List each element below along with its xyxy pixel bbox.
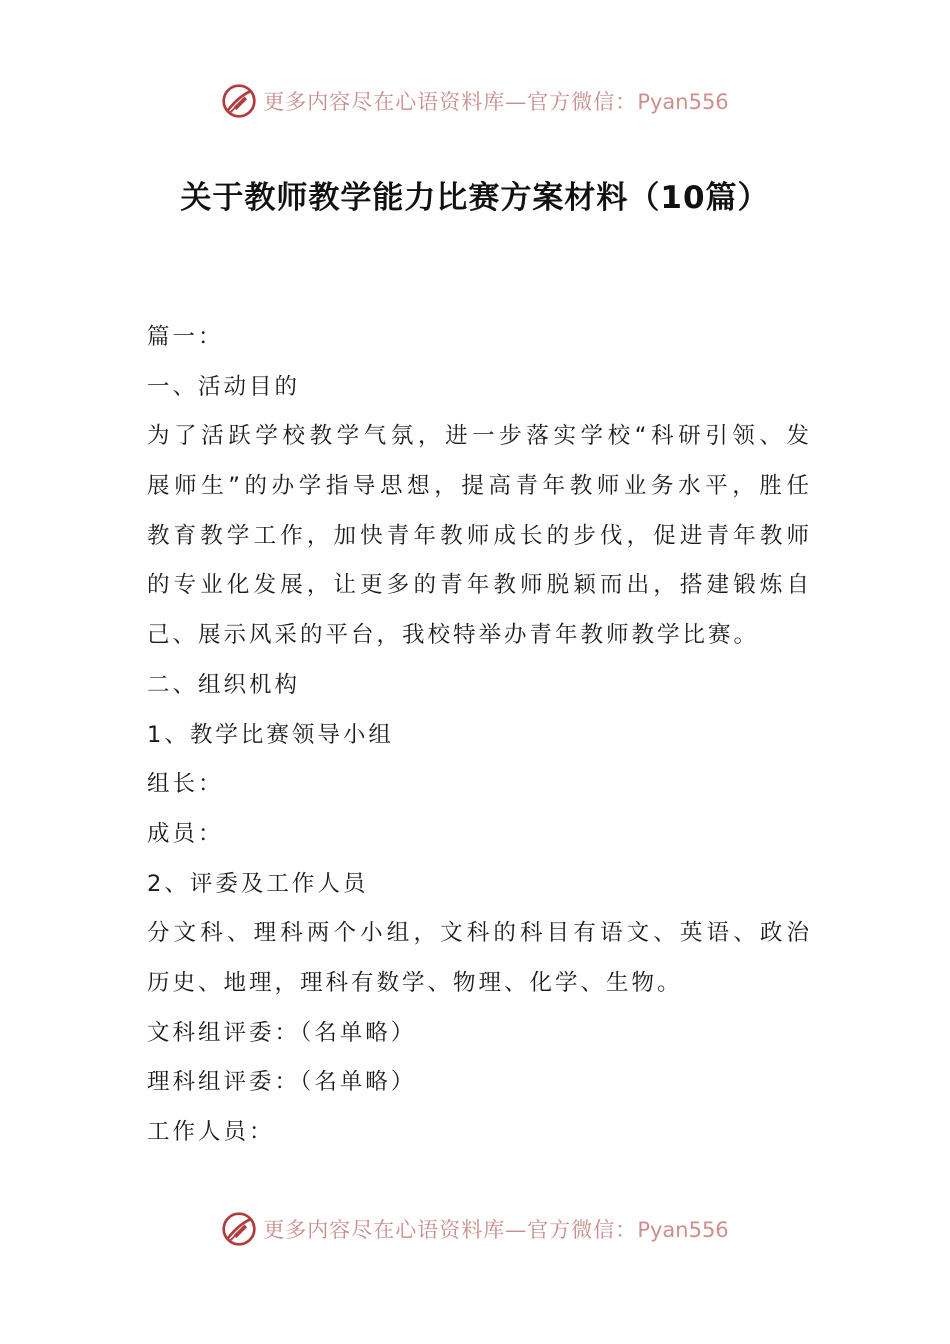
watermark-text: 更多内容尽在心语资料库—官方微信：Pyan556	[263, 90, 729, 114]
pen-logo-icon	[221, 1211, 257, 1247]
text-line: 1、教学比赛领导小组	[147, 721, 394, 748]
document-title: 关于教师教学能力比赛方案材料（10篇）	[180, 180, 770, 216]
text-line: 展师生”的办学指导思想，提高青年教师业务水平，胜任	[147, 473, 809, 500]
watermark-wechat-id: Pyan556	[637, 90, 729, 114]
text-line: 理科组评委：（名单略）	[147, 1069, 417, 1096]
text-line: 文科组评委：（名单略）	[147, 1019, 417, 1046]
text-line: 二、组织机构	[147, 671, 301, 698]
watermark-wechat-id: Pyan556	[637, 1218, 729, 1242]
text-line: 组长：	[147, 771, 224, 798]
text-line: 分文科、理科两个小组，文科的科目有语文、英语、政治	[147, 920, 809, 947]
text-line: 己、展示风采的平台，我校特举办青年教师教学比赛。	[147, 622, 760, 649]
text-line: 历史、地理，理科有数学、物理、化学、生物。	[147, 969, 683, 996]
text-line: 一、活动目的	[147, 373, 301, 400]
header-watermark	[0, 83, 950, 119]
text-line: 为了活跃学校教学气氛，进一步落实学校“科研引领、发	[147, 423, 809, 450]
pen-logo-icon	[221, 83, 257, 119]
document-body	[147, 313, 809, 1158]
text-line: 2、评委及工作人员	[147, 870, 369, 897]
text-line: 成员：	[147, 820, 224, 847]
text-line: 教育教学工作，加快青年教师成长的步伐，促进青年教师	[147, 522, 809, 549]
text-line: 工作人员：	[147, 1119, 275, 1145]
text-line: 的专业化发展，让更多的青年教师脱颖而出，搭建锻炼自	[147, 572, 809, 599]
footer-watermark	[0, 1211, 950, 1247]
text-line: 篇一：	[147, 324, 224, 350]
watermark-text: 更多内容尽在心语资料库—官方微信：Pyan556	[263, 1218, 729, 1242]
